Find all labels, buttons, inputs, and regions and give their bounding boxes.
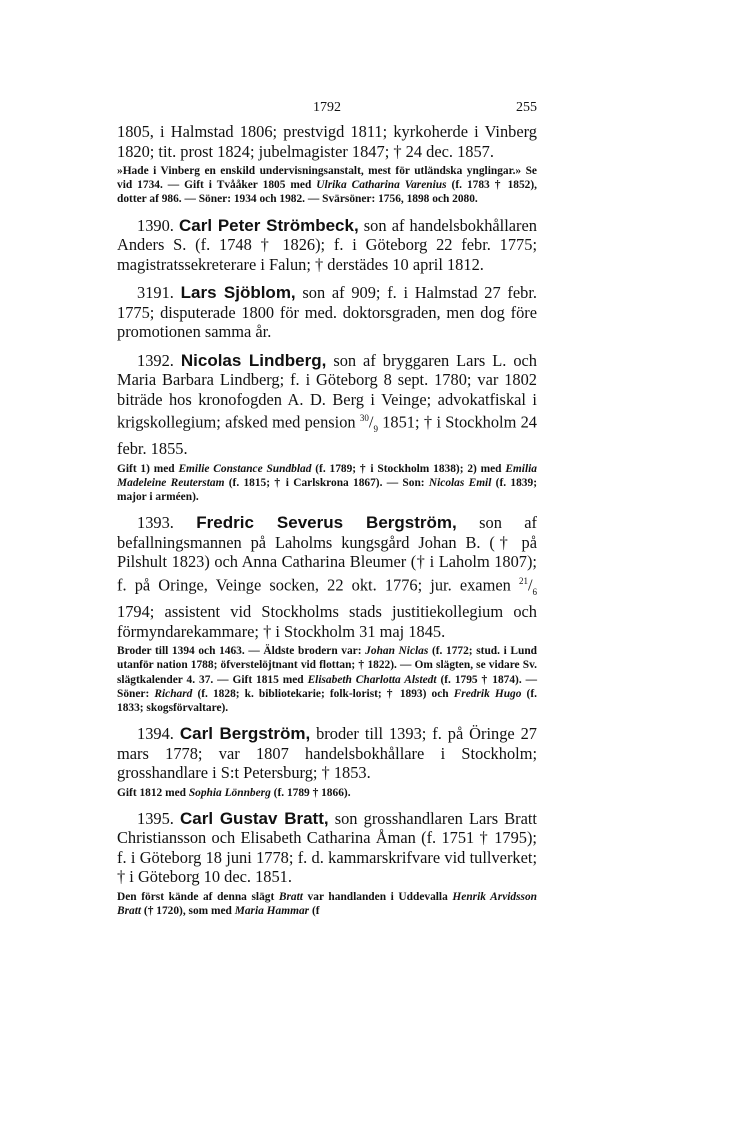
entry-body: son af bryggaren Lars L. och Maria Barbara Lindberg; f. i Göteborg 8 sept. 1780; var 1802 biträde hos kronofogden A. D. Berg i Veinge; advokatfiskal i krigskollegium; afsked med pension [117, 350, 537, 432]
entry-body: broder till 1393; f. på Öringe 27 mars 1778; var 1807 handelsbokhållare i Stockholm; grosshandlare i S:t Petersburg; † 1853. [117, 724, 537, 783]
entry-note [117, 164, 537, 207]
fraction-top: 30 [359, 413, 369, 424]
entry-text: 1805, i Halmstad 1806; prestvigd 1811; kyrkoherde i Vinberg 1820; tit. prost 1824; jubelmagister 1847; † 24 dec. 1857. [117, 122, 537, 161]
fraction-bottom: 9 [373, 423, 378, 434]
note-text: (f. 1833; skogsförvaltare). [117, 687, 537, 715]
note-text: (f. 1783 † 1852), dotter af 986. — Söner: 1934 och 1982. — Svärsöner: 1756, 1898 och 2080. [117, 179, 537, 206]
entry-1393 [117, 513, 537, 715]
book-page [117, 100, 537, 918]
entry-name: Carl Peter Strömbeck, [179, 215, 359, 235]
note-text: (f [309, 905, 320, 918]
note-text: († 1720), som med [141, 905, 235, 918]
note-text: var handlanden i Uddevalla [302, 890, 453, 903]
entry-body: son grosshandlaren Lars Bratt Christiansson och Elisabeth Catharina Åman (f. 1751 † 1795); f. i Göteborg 18 juni 1778; f. d. kammarskrifvare vid tullverket; † i Göteborg 10 dec. 1851. [117, 808, 537, 887]
entry-number: 3191. [137, 283, 174, 303]
entry-text [117, 809, 537, 887]
note-text: Gift 1812 med [117, 786, 189, 799]
entry-1394 [117, 724, 537, 800]
note-name: Maria Hammar [234, 905, 310, 918]
entry-number: 1395. [137, 808, 174, 828]
note-text: Gift 1) med [117, 462, 179, 475]
entry-text [117, 283, 537, 342]
entry-body: son af handelsbokhållaren Anders S. (f. 1748 † 1826); f. i Göteborg 22 febr. 1775; magistratssekreterare i Falun; † derstädes 10 april 1812. [117, 215, 537, 274]
entry-1395 [117, 809, 537, 918]
note-name: Emilie Constance Sundblad [178, 462, 312, 475]
entry-body: 1794; assistent vid Stockholms stads justitiekollegium och förmyndarekammare; † i Stockholm 31 maj 1845. [117, 602, 537, 641]
fraction-bottom: 6 [532, 586, 537, 597]
note-name: Sophia Lönnberg [188, 786, 271, 799]
note-name: Bratt [278, 890, 303, 903]
note-name: Richard [154, 687, 193, 700]
entry-number: 1392. [137, 350, 174, 370]
entry-text [117, 216, 537, 275]
entry-name: Lars Sjöblom, [180, 283, 296, 303]
entry-1390 [117, 216, 537, 275]
entry-1392 [117, 351, 537, 505]
note-text: (f. 1828; k. bibliotekarie; folk-lorist; † 1893) och [192, 687, 454, 700]
entry-3191 [117, 283, 537, 342]
entry-text: 1393. Fredric Severus Bergström, son af befallningsmannen på Laholms kungsgård Johan B. († på Pilshult 1823) och Anna Catharina Bleumer († i Laholm 1807); f. på Oringe, Veinge socken, 22 okt. 1776; jur. examen $^{21}/_6$ 1794; assistent vid Stockholms stads justitiekollegium och förmyndarekammare; † i Stockholm 31 maj 1845. [117, 513, 537, 641]
entry-body: son af befallningsmannen på Laholms kungsgård Johan B. († på Pilshult 1823) och Anna Catharina Bleumer († i Laholm 1807); f. på Oringe, Veinge socken, 22 okt. 1776; jur. examen [117, 513, 537, 595]
note-text: (f. 1795 † 1874). — Söner: [117, 673, 537, 700]
entry-note [117, 890, 537, 918]
note-text: (f. 1789; † i Stockholm 1838); 2) med [311, 462, 506, 475]
page-number: 255 [516, 100, 537, 115]
entry-continuation [117, 122, 537, 207]
entry-name: Fredric Severus Bergström, [196, 513, 457, 533]
note-text: (f. 1789 † 1866). [270, 786, 351, 799]
note-text: »Hade i Vinberg en enskild undervisningsanstalt, mest för utländska ynglingar.» Se vid 1734. — Gift i Tvååker 1805 med [117, 165, 537, 192]
note-name: Henrik Arvidsson Bratt [117, 890, 538, 918]
entry-number: 1393. [137, 513, 174, 533]
note-name: Johan Niclas [365, 645, 429, 658]
entry-name: Carl Gustav Bratt, [180, 808, 329, 828]
entry-body: 1851; † i Stockholm 24 febr. 1855. [117, 412, 537, 459]
note-text: Broder till 1394 och 1463. — Äldste brodern var: [117, 645, 366, 658]
entry-note [117, 644, 537, 715]
note-name: Ulrika Catharina Varenius [316, 179, 447, 192]
entry-number: 1390. [137, 215, 174, 235]
running-header [117, 100, 537, 122]
entry-name: Nicolas Lindberg, [180, 350, 327, 370]
note-text: (f. 1839; major i arméen). [117, 477, 537, 504]
fraction-top: 21 [518, 575, 528, 586]
running-year: 1792 [313, 100, 341, 115]
note-name: Nicolas Emil [428, 477, 492, 490]
note-name: Fredrik Hugo [453, 687, 522, 700]
note-text: (f. 1772; stud. i Lund utanför nation 1788; öfverstelöjtnant vid flottan; † 1822). — Om slägten, se vidare Sv. slägtkalender 4. 37. — Gift 1815 med [117, 645, 537, 686]
entry-note [117, 462, 537, 505]
entry-text [117, 724, 537, 783]
entry-text: 1392. Nicolas Lindberg, son af bryggaren Lars L. och Maria Barbara Lindberg; f. i Göteborg 8 sept. 1780; var 1802 biträde hos kronofogden A. D. Berg i Veinge; advokatfiskal i krigskollegium; afsked med pension $^{30}/_9$ 1851; † i Stockholm 24 febr. 1855. [117, 350, 537, 459]
entry-body: son af 909; f. i Halmstad 27 febr. 1775; disputerade 1800 för med. doktorsgraden, men dog före promotionen samma år. [117, 283, 537, 342]
entry-note [117, 786, 537, 800]
note-name: Emilia Madeleine Reuterstam [117, 462, 537, 490]
note-text: (f. 1815; † i Carlskrona 1867). — Son: [224, 477, 429, 490]
note-text: Den först kände af denna slägt [117, 890, 279, 903]
note-name: Elisabeth Charlotta Alstedt [307, 673, 437, 686]
entry-number: 1394. [137, 724, 174, 744]
entry-name: Carl Bergström, [179, 724, 311, 744]
